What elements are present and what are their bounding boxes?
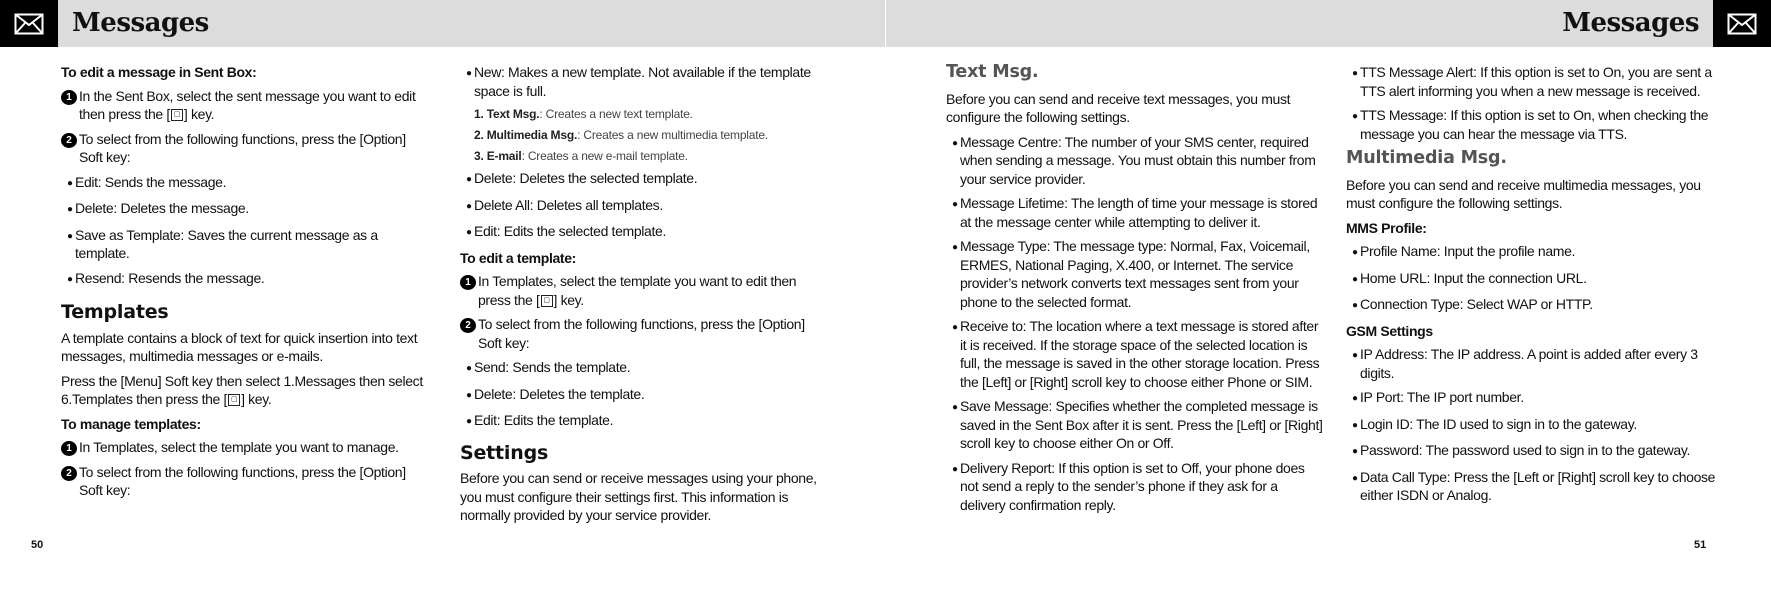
bullet-text: TTS Message: If this option is set to On, when checking the message you can hear the message via TTS. — [1360, 107, 1709, 142]
bullet-icon: ● — [67, 204, 73, 215]
text-part: Press the [Menu] Soft key then select 1.Messages then select 6.Templates then press the [ — [61, 372, 423, 407]
bullet-icon: ● — [1352, 393, 1358, 404]
manage-templates-heading: To manage templates: — [61, 415, 201, 432]
bullet-item — [952, 317, 1324, 391]
bullet-icon: ● — [466, 363, 472, 374]
multimedia-msg-heading: Multimedia Msg. — [1346, 148, 1507, 168]
bullet-item — [466, 385, 830, 406]
bullet-text: Profile Name: Input the profile name. — [1360, 243, 1576, 259]
bullet-icon: ● — [466, 416, 472, 427]
bullet-icon: ● — [466, 174, 472, 185]
bullet-item — [952, 133, 1324, 189]
page-number: 51 — [1694, 539, 1707, 551]
bullet-item — [952, 237, 1324, 311]
bullet-text: Data Call Type: Press the [Left or [Right] scroll key to choose either ISDN or Analog. — [1360, 468, 1716, 503]
bullet-text: Message Type: The message type: Normal, Fax, Voicemail, ERMES, National Paging, X.400, or Internet. The service provider’s network converts text messages sent from your phone to the selected format. — [960, 238, 1310, 310]
bullet-text: Password: The password used to sign in to the gateway. — [1360, 442, 1690, 458]
bullet-text: Login ID: The ID used to sign in to the gateway. — [1360, 415, 1637, 432]
step-text: In Templates, select the template you want to manage. — [79, 439, 399, 455]
bullet-item — [1352, 468, 1718, 505]
bullet-text: Edit: Sends the message. — [75, 173, 227, 190]
bullet-text: TTS Message Alert: If this option is set to On, you are sent a TTS alert informing you when a new message is received. — [1360, 64, 1712, 99]
page-title: Messages — [1562, 8, 1699, 38]
templates-heading: Templates — [61, 301, 169, 323]
bullet-item — [466, 358, 830, 379]
bullet-text: Send: Sends the template. — [474, 359, 631, 375]
bullet-item — [67, 269, 426, 290]
bullet-item — [1352, 106, 1718, 143]
bullet-item — [1352, 415, 1718, 436]
envelope-icon — [14, 13, 44, 35]
bullet-text: Message Lifetime: The length of time your message is stored at the message center while attempting to deliver it. — [960, 195, 1318, 230]
bullet-text: Edit: Edits the template. — [474, 412, 614, 428]
text-part: ] key. — [241, 391, 272, 407]
bullet-icon: ● — [952, 199, 958, 210]
bullet-text: Delete All: Deletes all templates. — [474, 196, 663, 213]
bullet-item — [1352, 295, 1718, 316]
bullet-text: IP Address: The IP address. A point is added after every 3 digits. — [1360, 346, 1698, 381]
bullet-icon: ● — [952, 402, 958, 413]
sub-option — [474, 148, 830, 164]
step-text — [476, 272, 830, 309]
column-2 — [460, 63, 830, 531]
bullet-icon: ● — [1352, 419, 1358, 431]
gsm-settings-heading: GSM Settings — [1346, 322, 1433, 339]
bullet-icon: ● — [952, 322, 958, 333]
bullet-item — [952, 194, 1324, 231]
bullet-text: Resend: Resends the message. — [75, 269, 265, 286]
mms-profile-heading: MMS Profile: — [1346, 219, 1427, 236]
settings-paragraph: Before you can send or receive messages using your phone, you must configure their settings first. This information is normally provided by your service provider. — [460, 470, 817, 523]
bullet-item — [67, 199, 426, 220]
bullet-icon: ● — [1352, 472, 1358, 484]
bullet-icon: ● — [952, 463, 958, 475]
step-item — [61, 438, 426, 457]
page-header-bar — [58, 0, 885, 47]
ok-key-icon: ▢ — [541, 295, 553, 307]
settings-heading: Settings — [460, 441, 549, 464]
bullet-icon: ● — [1352, 68, 1358, 79]
messages-section-badge — [1713, 0, 1771, 47]
sub-option-text: : Creates a new multimedia template. — [577, 128, 768, 142]
bullet-icon: ● — [466, 68, 472, 79]
bullet-text: Delivery Report: If this option is set to Off, your phone does not send a reply to the sender’s phone if they ask for a delivery confirmation reply. — [960, 459, 1305, 513]
sub-option-text: : Creates a new e-mail template. — [521, 149, 688, 163]
edit-template-heading: To edit a template: — [460, 249, 576, 266]
step-text-part: ] key. — [183, 106, 215, 122]
bullet-text: Receive to: The location where a text message is stored after it is received. If the storage space of the selected location is full, the message is saved in the other storage location. Press the [Left] or [Right] scroll key to choose either Phone or SIM. — [960, 318, 1320, 390]
page-number: 50 — [31, 539, 44, 551]
sub-option — [474, 106, 830, 122]
step-item — [61, 463, 426, 500]
step-item — [460, 272, 830, 309]
text-msg-heading: Text Msg. — [946, 62, 1039, 82]
sub-option-label: 1. Text Msg. — [474, 107, 540, 121]
bullet-item — [1352, 63, 1718, 100]
bullet-item — [1352, 242, 1718, 263]
bullet-icon: ● — [466, 200, 472, 212]
bullet-icon: ● — [67, 230, 73, 242]
bullet-text: New: Makes a new template. Not available if the template space is full. — [474, 64, 811, 99]
step-number: 1 — [61, 441, 77, 456]
ok-key-icon: ▢ — [228, 394, 240, 406]
step-item — [61, 130, 426, 167]
bullet-text: Home URL: Input the connection URL. — [1360, 269, 1587, 286]
bullet-icon: ● — [67, 273, 73, 285]
bullet-item — [466, 222, 830, 243]
bullet-item — [952, 397, 1324, 453]
bullet-text: Save Message: Specifies whether the completed message is saved in the Sent Box after it is sent. Press the [Left] or [Right] scroll key to choose either On or Off. — [960, 398, 1323, 451]
bullet-item — [67, 173, 426, 194]
bullet-text: Delete: Deletes the template. — [474, 385, 645, 402]
bullet-text: Delete: Deletes the selected template. — [474, 170, 698, 186]
left-page — [0, 0, 885, 590]
step-number: 1 — [61, 90, 77, 105]
bullet-icon: ● — [1352, 300, 1358, 311]
bullet-item — [1352, 388, 1718, 409]
bullet-item — [67, 226, 426, 263]
bullet-item — [952, 459, 1324, 515]
step-number: 2 — [61, 466, 77, 481]
bullet-item — [466, 169, 830, 190]
bullet-icon: ● — [1352, 446, 1358, 457]
step-text-part: ] key. — [553, 291, 584, 308]
templates-paragraph — [61, 372, 426, 409]
sub-option-text: : Creates a new text template. — [539, 107, 693, 121]
step-number: 2 — [61, 133, 77, 148]
column-1 — [61, 63, 426, 506]
messages-section-badge — [0, 0, 58, 47]
bullet-icon: ● — [466, 389, 472, 401]
bullet-item — [466, 411, 830, 432]
bullet-item — [1352, 345, 1718, 382]
page-header-bar — [886, 0, 1713, 47]
page-title: Messages — [72, 8, 209, 38]
bullet-text: Delete: Deletes the message. — [75, 200, 249, 216]
bullet-item — [1352, 269, 1718, 290]
right-page — [886, 0, 1771, 590]
bullet-text: Message Centre: The number of your SMS center, required when sending a message. You must obtain this number from your service provider. — [960, 133, 1316, 187]
step-number: 1 — [460, 275, 476, 290]
bullet-text: Edit: Edits the selected template. — [474, 223, 666, 239]
sub-option — [474, 127, 830, 143]
bullet-icon: ● — [67, 177, 73, 189]
step-number: 2 — [460, 318, 476, 333]
step-text — [77, 87, 426, 124]
step-text: To select from the following functions, press the [Option] Soft key: — [79, 130, 406, 165]
templates-paragraph: A template contains a block of text for quick insertion into text messages, multimedia messages or e-mails. — [61, 329, 418, 364]
bullet-icon: ● — [1352, 247, 1358, 258]
column-4 — [1346, 63, 1718, 511]
bullet-icon: ● — [1352, 111, 1358, 122]
bullet-icon: ● — [1352, 350, 1358, 361]
bullet-item — [1352, 441, 1718, 462]
envelope-icon — [1727, 13, 1757, 35]
step-text-part: In Templates, select the template you want to edit then press the [ — [478, 273, 797, 308]
step-text: To select from the following functions, press the [Option] Soft key: — [79, 463, 406, 498]
sub-option-label: 2. Multimedia Msg. — [474, 128, 578, 142]
step-text-part: In the Sent Box, select the sent message you want to edit then press the [ — [79, 87, 416, 122]
step-text: To select from the following functions, press the [Option] Soft key: — [478, 316, 805, 351]
bullet-item — [466, 63, 830, 100]
column-3 — [946, 63, 1324, 520]
step-item — [61, 87, 426, 124]
step-item — [460, 315, 830, 352]
bullet-text: IP Port: The IP port number. — [1360, 389, 1524, 405]
bullet-icon: ● — [952, 137, 958, 149]
bullet-text: Save as Template: Saves the current message as a template. — [75, 226, 378, 261]
multimedia-intro: Before you can send and receive multimedia messages, you must configure the following settings. — [1346, 176, 1701, 211]
sub-option-label: 3. E-mail — [474, 149, 522, 163]
bullet-icon: ● — [466, 227, 472, 238]
bullet-text: Connection Type: Select WAP or HTTP. — [1360, 296, 1593, 312]
sent-box-heading: To edit a message in Sent Box: — [61, 64, 257, 80]
text-msg-intro: Before you can send and receive text messages, you must configure the following settings. — [946, 90, 1291, 125]
bullet-icon: ● — [1352, 273, 1358, 285]
bullet-item — [466, 196, 830, 217]
bullet-icon: ● — [952, 242, 958, 253]
ok-key-icon: ▢ — [171, 109, 183, 121]
